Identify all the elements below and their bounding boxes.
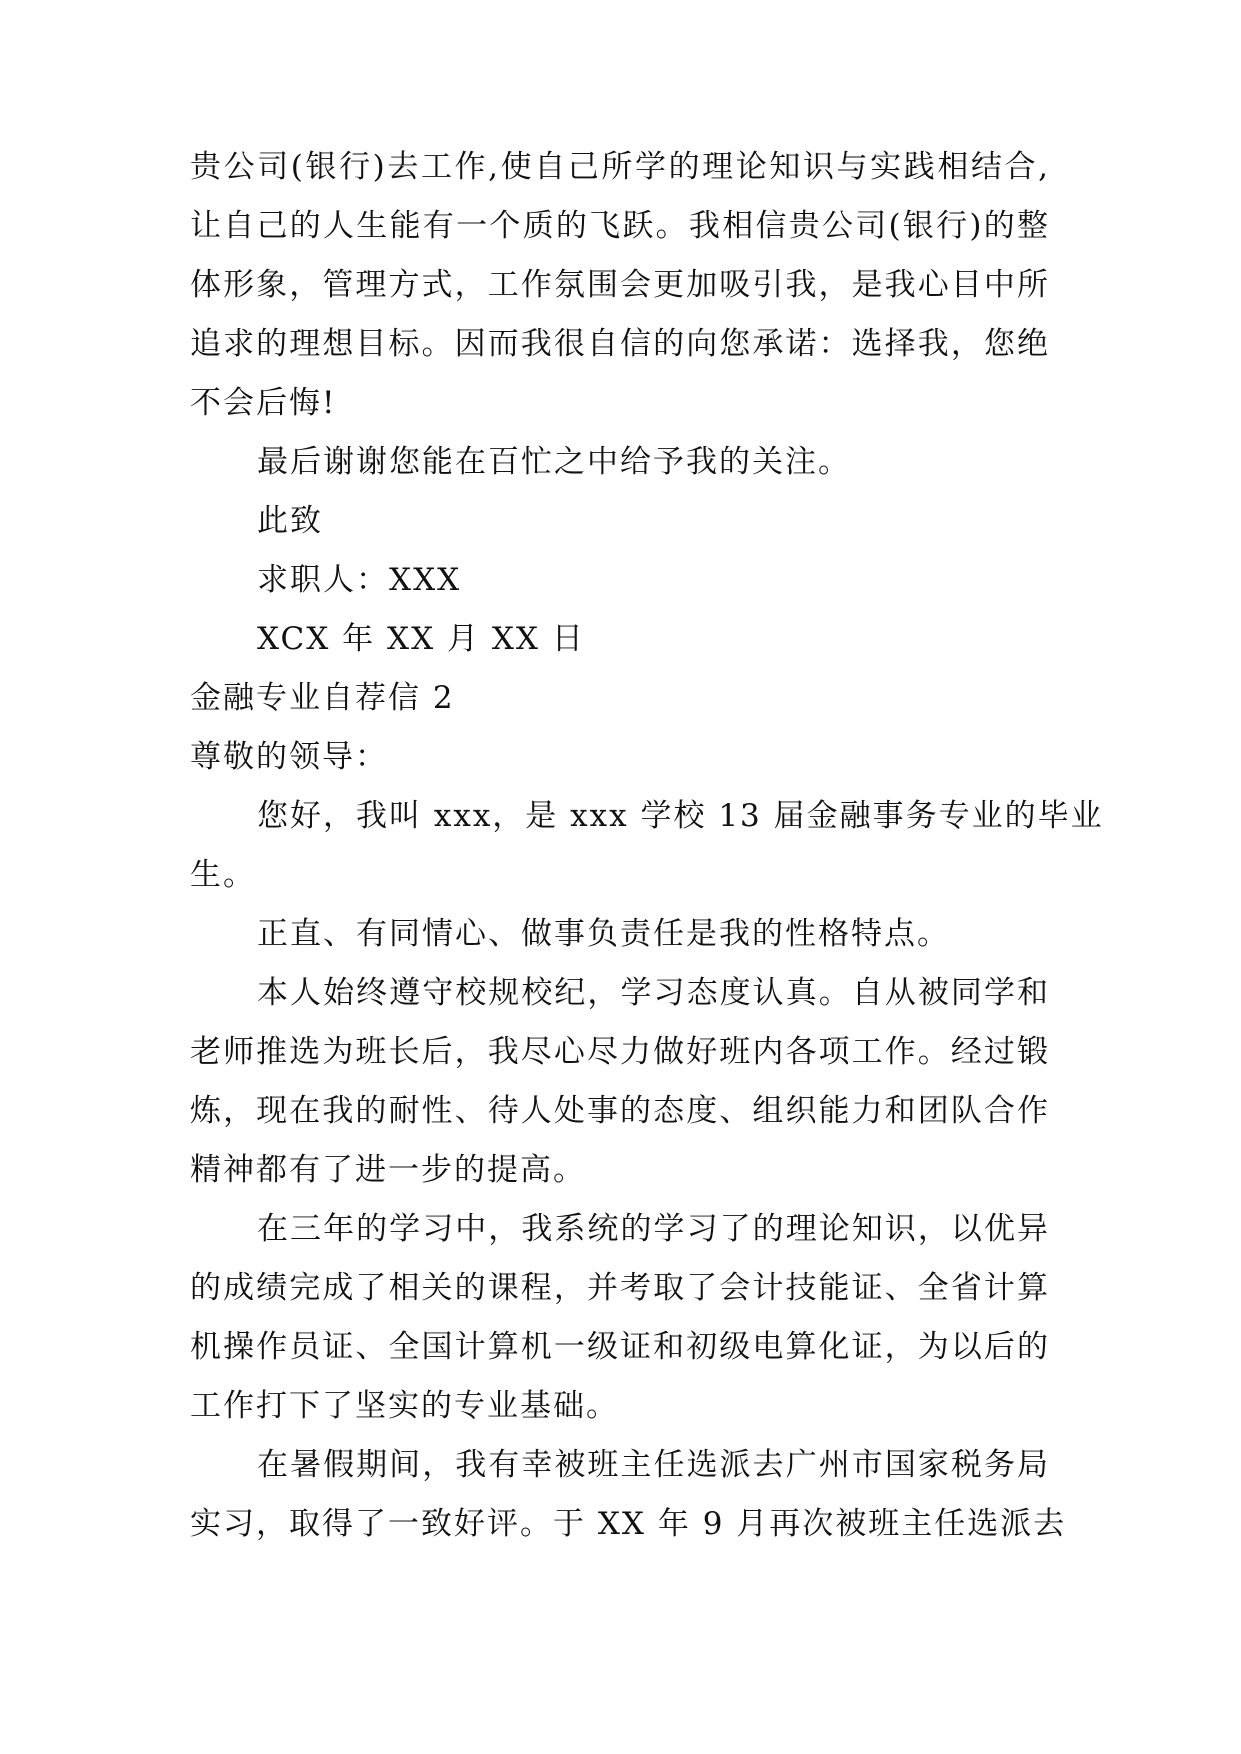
text-line: 工作打下了坚实的专业基础。 <box>190 1388 619 1424</box>
date-line: XCX 年 XX 月 XX 日 <box>257 621 585 657</box>
text-line: 老师推选为班长后，我尽心尽力做好班内各项工作。经过锻 <box>190 1034 1050 1070</box>
text-line: 贵公司(银行)去工作,使自己所学的理论知识与实践相结合, <box>190 149 1050 185</box>
text-line: 炼，现在我的耐性、待人处事的态度、组织能力和团队合作 <box>190 1093 1050 1129</box>
text-line: 正直、有同情心、做事负责任是我的性格特点。 <box>257 916 950 952</box>
text-line: 本人始终遵守校规校纪，学习态度认真。自从被同学和 <box>257 975 1050 1011</box>
text-line: 在暑假期间，我有幸被班主任选派去广州市国家税务局 <box>257 1447 1050 1483</box>
text-line: 实习，取得了一致好评。于 XX 年 9 月再次被班主任选派去 <box>190 1506 1067 1542</box>
text-line: 您好，我叫 xxx，是 xxx 学校 13 届金融事务专业的毕业 <box>257 798 1104 834</box>
text-line: 体形象，管理方式，工作氛围会更加吸引我，是我心目中所 <box>190 267 1050 303</box>
text-line: 在三年的学习中，我系统的学习了的理论知识，以优异 <box>257 1211 1050 1247</box>
text-line: 追求的理想目标。因而我很自信的向您承诺：选择我，您绝 <box>190 326 1050 362</box>
text-line: 生。 <box>190 857 256 893</box>
text-line: 精神都有了进一步的提高。 <box>190 1152 586 1188</box>
text-line: 让自己的人生能有一个质的飞跃。我相信贵公司(银行)的整 <box>190 208 1050 244</box>
document-page <box>190 138 1104 1554</box>
text-line: 不会后悔! <box>190 385 337 421</box>
letter-title: 金融专业自荐信 2 <box>190 680 455 716</box>
applicant-line: 求职人：XXX <box>257 562 462 598</box>
closing-line: 最后谢谢您能在百忙之中给予我的关注。 <box>257 444 851 480</box>
salutation-line: 此致 <box>257 503 323 539</box>
text-line: 机操作员证、全国计算机一级证和初级电算化证，为以后的 <box>190 1329 1050 1365</box>
text-line: 的成绩完成了相关的课程，并考取了会计技能证、全省计算 <box>190 1270 1050 1306</box>
greeting-line: 尊敬的领导： <box>190 739 388 775</box>
